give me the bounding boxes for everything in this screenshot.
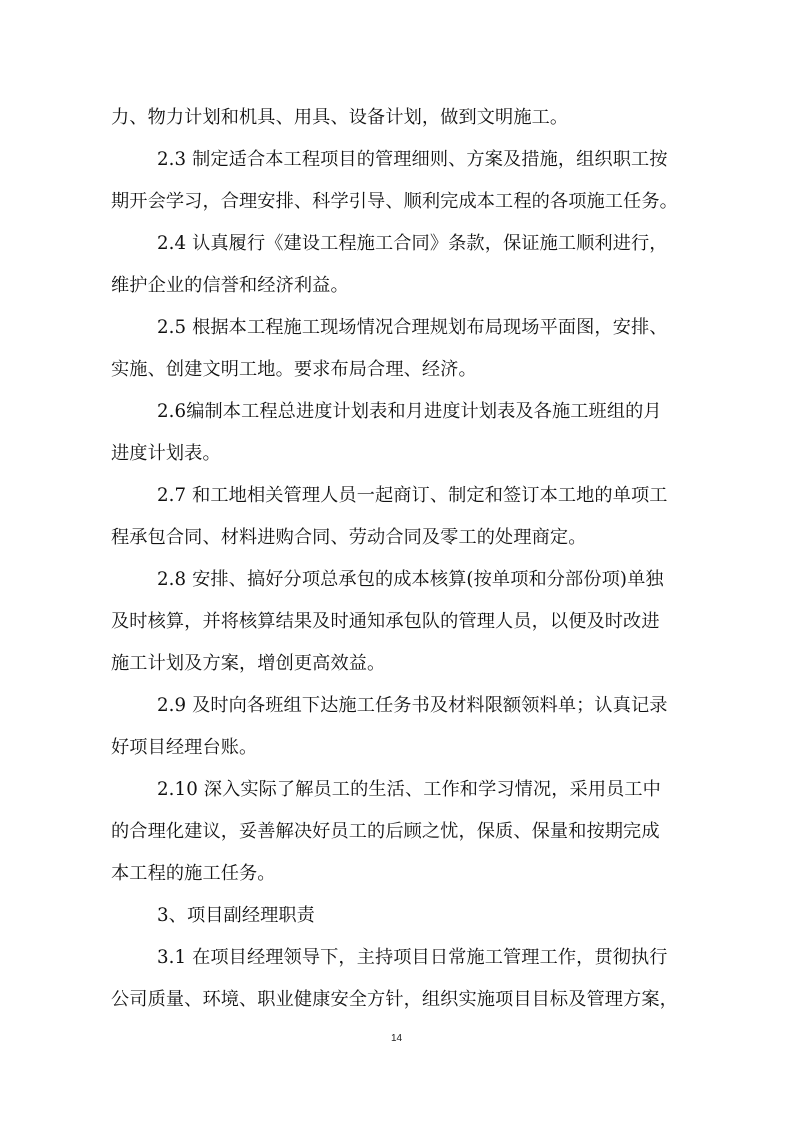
text-line: 力、物力计划和机具、用具、设备计划，做到文明施工。 bbox=[111, 107, 569, 128]
text-line: 2.7 和工地相关管理人员一起商订、制定和签订本工地的单项工 bbox=[157, 485, 668, 506]
text-line: 2.5 根据本工程施工现场情况合理规划布局现场平面图，安排、 bbox=[157, 317, 668, 338]
text-line: 2.3 制定适合本工程项目的管理细则、方案及措施，组织职工按 bbox=[157, 149, 668, 170]
page-number: 14 bbox=[390, 1033, 403, 1044]
text-line: 公司质量、环境、职业健康安全方针，组织实施项目目标及管理方案， bbox=[111, 989, 678, 1010]
text-line: 程承包合同、材料进购合同、劳动合同及零工的处理商定。 bbox=[111, 527, 587, 548]
text-line: 及时核算，并将核算结果及时通知承包队的管理人员，以便及时改进 bbox=[111, 611, 660, 632]
text-line: 施工计划及方案，增创更高效益。 bbox=[111, 653, 386, 674]
text-line: 3.1 在项目经理领导下，主持项目日常施工管理工作，贯彻执行 bbox=[157, 947, 668, 968]
text-line: 实施、创建文明工地。要求布局合理、经济。 bbox=[111, 359, 477, 380]
document-body bbox=[111, 97, 683, 1021]
text-line: 进度计划表。 bbox=[111, 443, 221, 464]
text-line: 期开会学习，合理安排、科学引导、顺利完成本工程的各项施工任务。 bbox=[111, 191, 678, 212]
section-heading: 3、项目副经理职责 bbox=[157, 905, 315, 926]
text-line: 2.4 认真履行《建设工程施工合同》条款，保证施工顺利进行， bbox=[157, 233, 668, 254]
text-line: 2.6编制本工程总进度计划表和月进度计划表及各施工班组的月 bbox=[157, 401, 662, 422]
text-line: 好项目经理台账。 bbox=[111, 737, 258, 758]
text-line: 2.8 安排、搞好分项总承包的成本核算(按单项和分部份项)单独 bbox=[157, 569, 664, 590]
text-line: 2.9 及时向各班组下达施工任务书及材料限额领料单；认真记录 bbox=[157, 695, 668, 716]
text-line: 维护企业的信誉和经济利益。 bbox=[111, 275, 349, 296]
text-line: 2.10 深入实际了解员工的生活、工作和学习情况，采用员工中 bbox=[157, 779, 661, 800]
text-line: 本工程的施工任务。 bbox=[111, 863, 276, 884]
text-line: 的合理化建议，妥善解决好员工的后顾之忧，保质、保量和按期完成 bbox=[111, 821, 660, 842]
